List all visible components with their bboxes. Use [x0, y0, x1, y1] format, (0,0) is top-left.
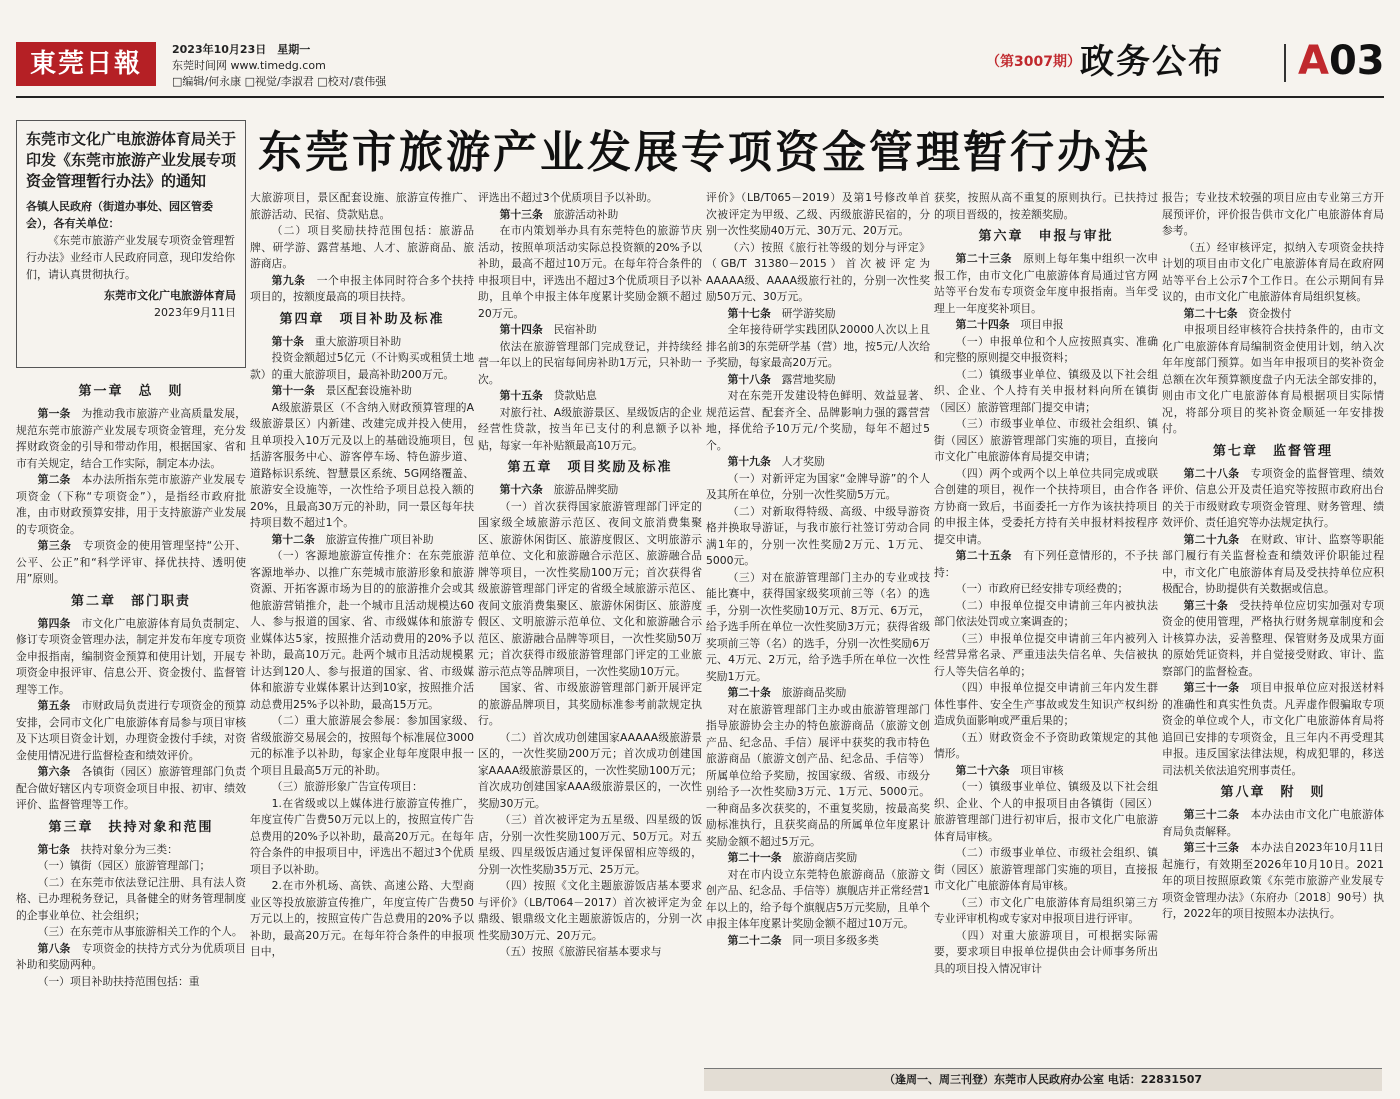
article-paragraph: [934, 598, 1158, 631]
article-text: 市文化广电旅游体育局负责制定、修订专项资金管理办法，制定并发布年度专项资金申报指南，编制资金预算和使用计划，开展专项资金申报评审、信息公开、资金拨付、监督管理等工作。: [16, 616, 246, 696]
article-paragraph: [706, 685, 930, 702]
article-text: （二）对新取得特级、高级、中级导游资格并换取导游证，与我市旅行社签订劳动合同满1年的，分别一次性奖励2万元、1万元、5000元。: [706, 504, 930, 567]
text-column-5: [934, 190, 1158, 1062]
article-paragraph: [1162, 680, 1384, 779]
article-paragraph: [706, 570, 930, 686]
article-paragraph: [934, 190, 1158, 223]
article-text: 全年接待研学实践团队20000人次以上且排名前3的东莞研学基（营）地，按5元/人次给予奖励，每家最高20万元。: [706, 323, 930, 369]
article-number: 第六条: [37, 765, 71, 778]
article-text: 旅游品牌奖励: [553, 483, 619, 496]
article-text: 本办法自2023年10月11日起施行，有效期至2026年10月10日。2021年的项目按照原政策《东莞市旅游产业发展专项资金管理办法》（东府办〔2018〕90号）执行，2022年的项目按照本办法执行。: [1162, 841, 1384, 920]
date-line: 2023年10月23日 星期一: [172, 43, 311, 56]
chapter-heading: 第五章 项目奖励及标准: [507, 460, 673, 475]
article-text: （六）按照《旅行社等级的划分与评定》（GB/T 31380－2015）首次被评定为AAAAA级、AAAA级旅行社的，分别一次性奖励50万元、30万元。: [706, 240, 930, 303]
chapter-heading: 第七章 监督管理: [1212, 443, 1333, 459]
article-paragraph: [478, 878, 702, 944]
text-column-2: [250, 190, 474, 1090]
article-text: 各镇街（园区）旅游管理部门负责配合做好辖区内专项资金项目申报、初审、绩效评价、监督管理等工作。: [16, 765, 246, 811]
article-text: 2.在市外机场、高铁、高速公路、大型商业区等投放旅游宣传推广，年度宣传广告费50万元以上的，按照宣传广告总费用的20%予以补助，最高20万元。在每年符合条件的申报项目中，: [250, 879, 474, 958]
article-paragraph: [16, 538, 246, 588]
article-text: （三）市文化广电旅游体育局组织第三方专业评审机构或专家对申报项目进行评审。: [934, 895, 1158, 925]
article-text: （五）财政资金不予资助政策规定的其他情形。: [934, 730, 1158, 760]
article-paragraph: [1162, 532, 1384, 598]
article-text: 国家、省、市级旅游管理部门新开展评定的旅游品牌项目，其奖励标准参考前款规定执行。: [478, 681, 702, 727]
article-paragraph: [478, 944, 702, 961]
article-text: 市财政局负责进行专项资金的预算安排，会同市文化广电旅游体育局参与项目审核及下达项目资金计划，办理资金拨付手续，对资金使用情况进行监督检查和绩效评价。: [16, 699, 246, 762]
article-paragraph: [706, 454, 930, 471]
article-paragraph: [478, 812, 702, 878]
article-number: 第七条: [37, 842, 70, 856]
article-text: 重大旅游项目补助: [314, 334, 402, 348]
newspaper-logo: 東莞日報: [16, 42, 156, 86]
article-text: （四）按照《文化主题旅游饭店基本要求与评价》（LB/T064－2017）首次被评定为金鼎级、银鼎级文化主题旅游饭店的，分别一次性奖励30万元、20万元。: [478, 879, 702, 942]
chapter-heading: 第六章 申报与审批: [978, 229, 1114, 244]
article-paragraph: [250, 713, 474, 779]
article-number: 第三十三条: [1183, 841, 1240, 854]
article-text: （一）镇级事业单位、镇级及以下社会组织、企业、个人的申报项目由各镇街（园区）旅游管理部门进行初审后，报市文化广电旅游体育局审核。: [934, 780, 1158, 843]
article-text: （一）项目补助扶持范围包括：重: [37, 974, 200, 988]
article-paragraph: [16, 858, 246, 875]
text-column-4: [706, 190, 930, 1062]
article-text: 依法在旅游管理部门完成登记，并持续经营一年以上的民宿每间房补助1万元，只补助一次。: [478, 339, 702, 386]
article-text: 资金拨付: [1248, 306, 1292, 320]
article-paragraph: [934, 845, 1158, 895]
article-number: 第八条: [37, 941, 71, 955]
article-number: 第十三条: [499, 207, 543, 221]
article-text: （四）对重大旅游项目，可根据实际需要，要求项目申报单位提供由会计师事务所出具的项目投入情况审计: [934, 928, 1158, 975]
article-text: 1.在省级或以上媒体进行旅游宣传推广，年度宣传广告费50万元以上的，按照宣传广告总费用的20%予以补助，最高20万元。在每年符合条件的申报项目中，评选出不超过3个优质项目予以补助。: [250, 796, 474, 876]
text-column-1: [16, 378, 246, 1068]
article-text: （四）申报单位提交申请前三年内发生群体性事件、安全生产事故或发生知识产权纠纷造成负面影响或严重后果的；: [934, 681, 1158, 727]
article-text: A级旅游景区（不含纳入财政预算管理的A级旅游景区）内新建、改建完成并投入使用，且单项投入10万元及以上的基础设施项目，包括游客服务中心、游客停车场、特色游步道、道路标识系统、智慧景区系统、5G网络覆盖、旅游安全设施等，一次性给予项目总投入额的20%，且最高30万元的补助，同一景区每年扶持项目数不超过1个。: [250, 400, 474, 529]
article-text: （三）在东莞市从事旅游相关工作的个人。: [37, 925, 243, 938]
article-text: 本办法由市文化广电旅游体育局负责解释。: [1162, 808, 1384, 838]
article-text: 对在东莞开发建设特色鲜明、效益显著、规范运营、配套齐全、品牌影响力强的露营营地，择优给予10万元/个奖励，每年不超过5个。: [706, 389, 930, 452]
article-text: （二）申报单位提交申请前三年内被执法部门依法处罚或立案调查的；: [934, 598, 1158, 628]
article-text: 旅游宣传推广项目补助: [325, 532, 434, 546]
article-text: （二）在东莞市依法登记注册、具有法人资格、已办理税务登记，具备健全的财务管理制度的企事业单位、社会组织；: [16, 875, 246, 922]
article-paragraph: [478, 339, 702, 389]
notice-signer: 东莞市文化广电旅游体育局: [104, 289, 236, 302]
article-text: （三）申报单位提交申请前三年内被列入经营异常名录、严重违法失信名单、失信被执行人等失信名单的；: [934, 631, 1158, 678]
article-text: 旅游活动补助: [553, 207, 619, 221]
article-paragraph: [934, 680, 1158, 730]
article-text: 原则上每年集中组织一次申报工作，由市文化广电旅游体育局通过官方网站等平台发布专项资金年度申报指南。当年受理上一年度奖补项目。: [934, 252, 1158, 315]
article-paragraph: [1162, 598, 1384, 681]
article-text: （一）申报单位和个人应按照真实、准确和完整的原则提交申报资料；: [934, 334, 1158, 364]
article-paragraph: [16, 924, 246, 941]
article-number: 第十条: [271, 334, 304, 348]
staff-line: □编辑/何永康 □视觉/李淑君 □校对/袁伟强: [172, 75, 387, 88]
article-text: （一）镇街（园区）旅游管理部门；: [37, 859, 211, 872]
article-text: 获奖，按照从高不重复的原则执行。已扶持过的项目晋级的，按差额奖励。: [934, 191, 1158, 221]
article-paragraph: [934, 779, 1158, 845]
article-text: 为推动我市旅游产业高质量发展，规范东莞市旅游产业发展专项资金管理，充分发挥财政资金的引导和带动作用，根据国家、省和市有关规定，结合工作实际，制定本办法。: [16, 407, 246, 470]
masthead-divider: [1284, 44, 1286, 82]
page-digits: 03: [1328, 38, 1385, 84]
article-number: 第三十二条: [1183, 808, 1240, 821]
article-text: 评选出不超过3个优质项目予以补助。: [478, 191, 658, 204]
article-paragraph: [16, 875, 246, 925]
article-text: 评价》（LB/T065－2019）及第1号修改单首次被评定为甲级、乙级、丙级旅游民宿的，分别一次性奖励40万元、30万元、20万元。: [706, 191, 930, 237]
article-text: （一）市政府已经安排专项经费的；: [955, 582, 1129, 595]
article-text: （二）项目奖励扶持范围包括：旅游品牌、研学游、露营基地、人才、旅游商品、旅游商店。: [250, 224, 474, 270]
article-paragraph: [478, 499, 702, 681]
article-paragraph: [706, 471, 930, 504]
masthead: [0, 0, 1400, 96]
issue-number: （第3007期）: [986, 54, 1081, 70]
article-text: 旅游商品奖励: [781, 686, 847, 699]
article-paragraph: [478, 223, 702, 322]
article-text: 报告；专业技术较强的项目应由专业第三方开展预评价，评价报告供市文化广电旅游体育局参考。: [1162, 191, 1384, 237]
article-number: 第二十七条: [1183, 306, 1238, 320]
article-text: 露营地奖励: [781, 372, 836, 386]
article-text: 研学游奖励: [781, 306, 836, 320]
article-text: 在财政、审计、监察等职能部门履行有关监督检查和绩效评价职能过程中，市文化广电旅游体育局及受扶持单位应积极配合，协助提供有关数据或信息。: [1162, 532, 1384, 595]
article-paragraph: [706, 322, 930, 372]
article-paragraph: [1162, 306, 1384, 323]
article-paragraph: [1162, 466, 1384, 532]
section-title: 政务公布: [1080, 42, 1224, 82]
article-paragraph: [478, 482, 702, 499]
article-text: 对旅行社、A级旅游景区、星级饭店的企业经营性贷款，按当年已支付的利息额予以补贴，每家一年补贴额最高10万元。: [478, 405, 702, 452]
article-number: 第十五条: [499, 389, 543, 402]
article-number: 第三十一条: [1183, 681, 1240, 694]
article-paragraph: [478, 322, 702, 339]
article-text: 对在旅游管理部门主办或由旅游管理部门指导旅游协会主办的特色旅游商品（旅游文创产品、纪念品、手信）展评中获奖的我市特色旅游商品（旅游文创产品、纪念品、手信等）所属单位给予奖励，按国家级、省级、市级分别给予一次性奖励3万元、1万元、5000元。一种商品多次获奖的，不重复奖励，按最高奖励标准执行，且获奖商品的所属单位年度累计奖励金额不超过5万元。: [706, 702, 930, 848]
article-paragraph: [934, 730, 1158, 763]
notice-box: [16, 120, 246, 368]
article-paragraph: [250, 334, 474, 351]
text-column-3: [478, 190, 702, 1090]
footer-bar: [704, 1068, 1382, 1091]
article-text: （二）市级事业单位、市级社会组织、镇街（园区）旅游管理部门实施的项目，直接报市文化广电旅游体育局审核。: [934, 846, 1158, 892]
article-text: 对在市内设立东莞特色旅游商品（旅游文创产品、纪念品、手信等）旗舰店并正常经营1年以上的，给予每个旗舰店5万元奖励，且单个申报主体年度累计奖励金额不超过10万元。: [706, 867, 930, 930]
article-text: （三）旅游形象广告宣传项目：: [271, 780, 423, 793]
article-number: 第九条: [271, 273, 306, 287]
article-paragraph: [16, 472, 246, 538]
article-paragraph: [1162, 840, 1384, 923]
article-text: 扶持对象分为三类：: [80, 842, 178, 856]
article-number: 第五条: [37, 699, 71, 712]
page-headline: 东莞市旅游产业发展专项资金管理暂行办法: [258, 127, 1151, 178]
article-number: 第十九条: [727, 455, 771, 468]
article-text: 大旅游项目，景区配套设施、旅游宣传推广、旅游活动、民宿、贷款贴息。: [250, 191, 474, 221]
article-text: 项目申报单位应对报送材料的准确性和真实性负责。凡弄虚作假骗取专项资金的单位或个人，市文化广电旅游体育局将追回已安排的专项资金，且三年内不再受理其申报。违反国家法律法规，构成犯罪的，移送司法机关依法追究刑事责任。: [1162, 681, 1384, 777]
article-paragraph: [1162, 807, 1384, 840]
article-text: （一）首次获得国家旅游管理部门评定的国家级全域旅游示范区、夜间文旅消费集聚区、旅游休闲街区、旅游度假区、文明旅游示范单位、文化和旅游融合示范区、旅游融合品牌等项目，一次性奖励100万元；首次获得省级旅游管理部门评定的省级全域旅游示范区、夜间文旅消费集聚区、旅游休闲街区、旅游度假区、文明旅游示范单位、文化和旅游融合示范区、旅游融合品牌等项目，一次性奖励50万元；首次获得市级旅游管理部门评定的工业旅游示范点等品牌项目，一次性奖励10万元。: [478, 499, 702, 678]
chapter-heading: 第一章 总 则: [78, 384, 184, 399]
chapter-heading: 第三章 扶持对象和范围: [48, 819, 214, 835]
article-paragraph: [250, 532, 474, 549]
article-text: （二）重大旅游展会参展：参加国家级、省级旅游交易展会的，按照每个标准展位3000元的标准予以补助，每家企业每年度限申报一个项目且最高5万元的补助。: [250, 714, 474, 777]
article-text: 项目申报: [1020, 318, 1064, 331]
article-text: （二）首次成功创建国家AAAAA级旅游景区的，一次性奖励200万元；首次成功创建国家AAAA级旅游景区的，一次性奖励100万元；首次成功创建国家AAA级旅游景区的，一次性奖励30万元。: [478, 730, 702, 810]
article-paragraph: [16, 698, 246, 764]
chapter-heading: 第八章 附 则: [1220, 785, 1326, 800]
article-number: 第二十五条: [955, 549, 1012, 562]
article-paragraph: [934, 548, 1158, 581]
article-number: 第三条: [37, 539, 72, 552]
article-paragraph: [934, 317, 1158, 334]
article-number: 第二条: [37, 473, 71, 486]
article-paragraph: [706, 850, 930, 867]
article-number: 第二十六条: [955, 763, 1010, 777]
notice-address: 各镇人民政府（街道办事处、园区管委会），各有关单位：: [26, 200, 213, 230]
article-paragraph: [934, 928, 1158, 978]
masthead-rule: [16, 96, 1384, 98]
notice-title: 东莞市文化广电旅游体育局关于印发《东莞市旅游产业发展专项资金管理暂行办法》的通知: [26, 130, 237, 190]
article-paragraph: [478, 190, 702, 207]
notice-body: 《东莞市旅游产业发展专项资金管理暂行办法》业经市人民政府同意，现印发给你们，请认真贯彻执行。: [26, 234, 235, 281]
article-text: 景区配套设施补助: [325, 384, 412, 397]
article-paragraph: [16, 406, 246, 472]
footer-text: （逢周一、周三刊登）东莞市人民政府办公室 电话：22831507: [883, 1073, 1203, 1086]
page-letter: A: [1298, 38, 1329, 84]
article-text: 专项资金的监督管理、绩效评价、信息公开及责任追究等按照市政府出台的关于市级财政专项资金管理、财务管理、绩效评价、责任追究等办法规定执行。: [1162, 466, 1384, 529]
article-paragraph: [478, 388, 702, 405]
article-paragraph: [250, 223, 474, 273]
page-number: [1298, 38, 1385, 84]
article-text: （一）对新评定为国家“金牌导游”的个人及其所在单位，分别一次性奖励5万元。: [706, 471, 930, 501]
article-paragraph: [250, 548, 474, 713]
notice-date: 2023年9月11日: [154, 306, 236, 319]
article-paragraph: [250, 796, 474, 879]
article-paragraph: [478, 680, 702, 730]
article-paragraph: [706, 372, 930, 389]
article-paragraph: [478, 405, 702, 455]
article-paragraph: [934, 763, 1158, 780]
article-number: 第二十二条: [727, 933, 782, 947]
article-text: 在市内策划举办具有东莞特色的旅游节庆活动，按照单项活动实际总投资额的20%予以补助，最高不超过10万元。在每年符合条件的申报项目中，评选出不超过3个优质项目予以补助，且单个申报主体年度累计奖励金额不超过20万元。: [478, 224, 702, 320]
article-text: （五）经审核评定，拟纳入专项资金扶持计划的项目由市文化广电旅游体育局在政府网站等平台上公示7个工作日。在公示期间有异议的，由市文化广电旅游体育局组织复核。: [1162, 240, 1384, 303]
article-number: 第三十条: [1183, 598, 1229, 612]
article-number: 第四条: [37, 616, 71, 630]
article-text: 同一项目多级多类: [792, 933, 879, 947]
article-paragraph: [16, 974, 246, 991]
article-paragraph: [934, 631, 1158, 681]
article-text: 民宿补助: [553, 323, 597, 336]
article-paragraph: [16, 941, 246, 974]
article-text: 项目审核: [1020, 763, 1064, 777]
article-paragraph: [706, 306, 930, 323]
article-text: 一个申报主体同时符合多个扶持项目的，按额度最高的项目扶持。: [250, 273, 474, 303]
article-number: 第十二条: [271, 532, 315, 546]
article-number: 第二十八条: [1183, 466, 1240, 480]
chapter-heading: 第二章 部门职责: [70, 593, 191, 609]
article-number: 第二十一条: [727, 851, 782, 864]
article-paragraph: [934, 367, 1158, 417]
article-text: 申报项目经审核符合扶持条件的，由市文化广电旅游体育局编制资金使用计划，纳入次年年度部门预算。如当年申报项目的奖补资金总额在次年预算额度盘子内无法全部安排的，则由市文化广电旅游体育局根据项目实际情况，将部分项目的奖补资金顺延一年安排拨付。: [1162, 323, 1384, 435]
article-paragraph: [934, 895, 1158, 928]
article-number: 第二十九条: [1183, 532, 1240, 546]
article-paragraph: [250, 878, 474, 961]
article-paragraph: [250, 779, 474, 796]
article-paragraph: [16, 616, 246, 699]
article-paragraph: [250, 190, 474, 223]
article-paragraph: [706, 190, 930, 240]
article-paragraph: [706, 702, 930, 851]
article-text: 人才奖励: [781, 455, 825, 468]
article-text: （一）客源地旅游宣传推介：在东莞旅游客源地举办、以推广东莞城市旅游形象和旅游资源、开拓客源市场为目的的旅游推介会或其他旅游营销推介，赴一个城市且活动规模达60人、参与报道的国家、省、市级媒体和旅游专业媒体达5家，按照推介活动费用的20%予以补助，最高10万元。赴两个城市且活动规模累计达到120人、参与报道的国家、省、市级媒体和旅游专业媒体累计达到10家，按照推介活动总费用25%予以补助，最高15万元。: [250, 549, 474, 711]
article-text: 专项资金的扶持方式分为优质项目补助和奖励两种。: [16, 941, 246, 971]
article-text: 有下列任意情形的，不予扶持：: [934, 549, 1158, 579]
article-paragraph: [706, 504, 930, 570]
article-text: 专项资金的使用管理坚持“公开、公平、公正”和“科学评审、择优扶持、透明使用”原则。: [16, 539, 246, 585]
article-paragraph: [934, 466, 1158, 549]
article-number: 第二十条: [727, 686, 771, 699]
site-line: 东莞时间网 www.timedg.com: [172, 59, 326, 72]
article-text: （四）两个或两个以上单位共同完成或联合创建的项目，视作一个扶持项目，由合作各方协商一致后，书面委托一方作为该扶持项目的申报主体，受委托方持有关申报材料按程序提交申请。: [934, 466, 1158, 546]
article-number: 第二十三条: [955, 252, 1012, 265]
article-paragraph: [16, 764, 246, 814]
article-text: 投资金额超过5亿元（不计购买或租赁土地款）的重大旅游项目，最高补助200万元。: [250, 351, 474, 381]
article-number: 第二十四条: [955, 318, 1010, 331]
article-paragraph: [250, 273, 474, 306]
text-column-6: [1162, 190, 1384, 1062]
article-paragraph: [250, 350, 474, 383]
article-paragraph: [250, 400, 474, 532]
article-text: （五）按照《旅游民宿基本要求与: [499, 945, 662, 958]
article-text: 受扶持单位应切实加强对专项资金的使用管理，严格执行财务规章制度和会计核算办法，妥善整理、保管财务及成果方面的原始凭证资料，并自觉接受财政、审计、监察部门的监督检查。: [1162, 598, 1384, 678]
article-paragraph: [706, 388, 930, 454]
article-paragraph: [1162, 190, 1384, 240]
article-number: 第十六条: [499, 483, 543, 496]
article-text: 贷款贴息: [553, 389, 597, 402]
article-paragraph: [16, 842, 246, 859]
article-paragraph: [934, 334, 1158, 367]
article-paragraph: [706, 240, 930, 306]
article-paragraph: [934, 416, 1158, 466]
article-text: （三）首次被评定为五星级、四星级的饭店，分别一次性奖励100万元、50万元。对五星级、四星级饭店通过复评保留相应等级的，分别一次性奖励35万元、25万元。: [478, 813, 702, 876]
article-text: （三）对在旅游管理部门主办的专业或技能比赛中，获得国家级奖项前三等（名）的选手，分别一次性奖励10万元、8万元、6万元，给予选手所在单位一次性奖励3万元；获得省级奖项前三等（名）的选手，分别一次性奖励6万元、4万元、2万元，给予选手所在单位一次性奖励1万元。: [706, 570, 930, 683]
article-paragraph: [1162, 240, 1384, 306]
article-paragraph: [478, 207, 702, 224]
article-number: 第十一条: [271, 384, 315, 397]
article-text: （三）市级事业单位、市级社会组织、镇街（园区）旅游管理部门实施的项目，直接向市文化广电旅游体育局提交申请；: [934, 417, 1158, 463]
article-paragraph: [934, 251, 1158, 317]
article-text: （二）镇级事业单位、镇级及以下社会组织、企业、个人持有关申报材料向所在镇街（园区）旅游管理部门提交申请；: [934, 367, 1158, 414]
article-paragraph: [934, 581, 1158, 598]
article-text: 本办法所指东莞市旅游产业发展专项资金（下称“专项资金”），是指经市政府批准，由市财政预算安排，用于支持旅游产业发展的专项资金。: [16, 473, 246, 536]
article-number: 第十四条: [499, 323, 543, 336]
article-paragraph: [706, 867, 930, 933]
article-number: 第一条: [37, 407, 71, 420]
article-number: 第十八条: [727, 372, 771, 386]
article-number: 第十七条: [727, 306, 771, 320]
article-paragraph: [706, 933, 930, 950]
article-paragraph: [250, 383, 474, 400]
article-paragraph: [478, 730, 702, 813]
article-paragraph: [1162, 322, 1384, 438]
chapter-heading: 第四章 项目补助及标准: [279, 311, 445, 327]
article-text: 旅游商店奖励: [792, 851, 858, 864]
